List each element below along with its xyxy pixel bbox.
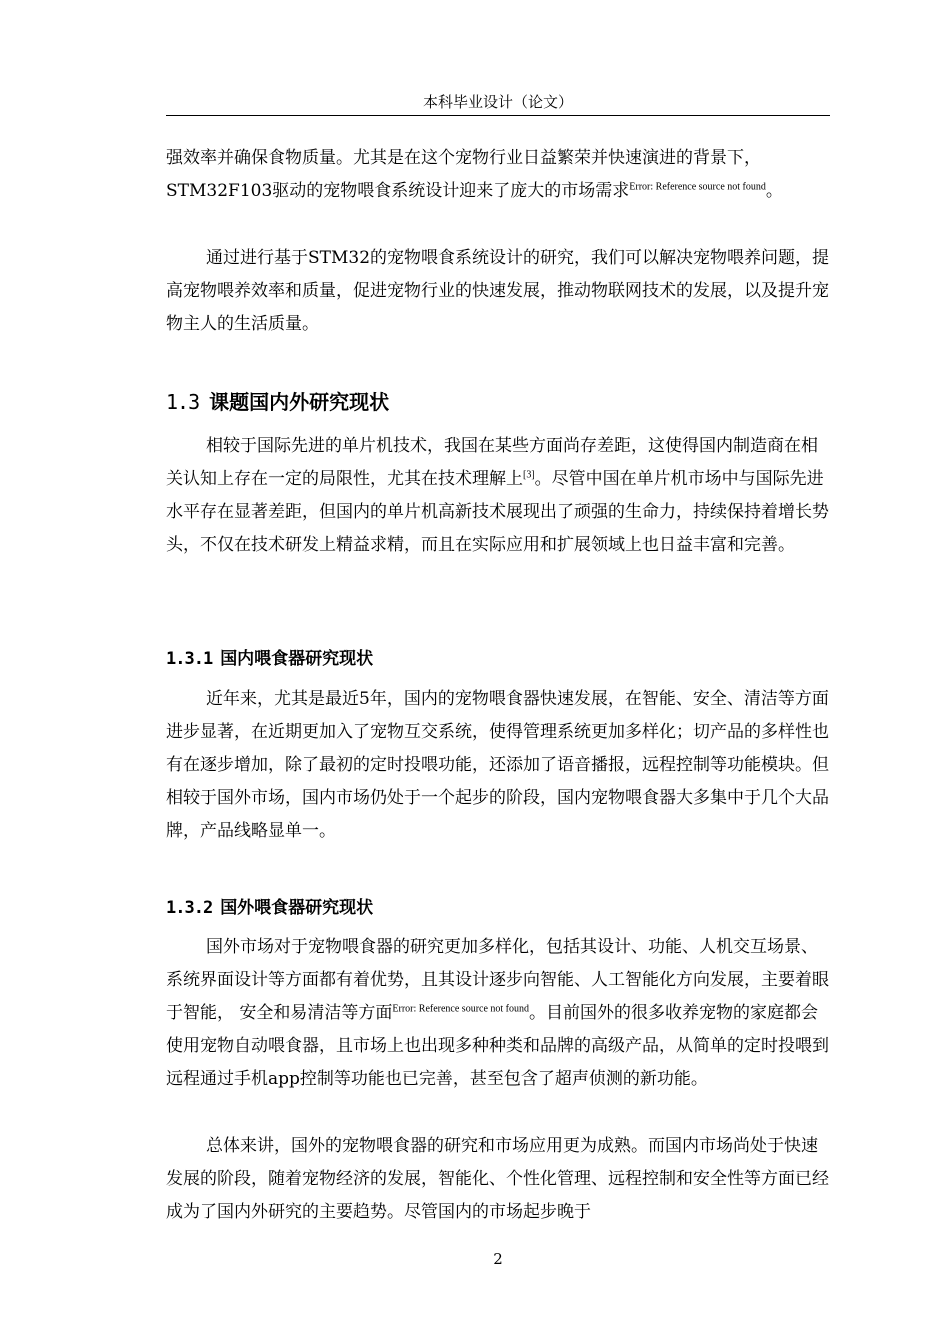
section-1-3-1-heading <box>166 647 373 671</box>
paragraph-5-text-b: 。目前国外的很多收养宠物的家庭都会使用宠物自动喂食器，且市场上也出现多种种类和品牌的高级产品，从简单的定时投喂到远程通过手机app控制等功能也已完善，甚至包含了超声侦测的新功能。 <box>166 1003 829 1089</box>
paragraph-1 <box>166 142 832 208</box>
subsection-title: 国内喂食器研究现状 <box>220 649 374 669</box>
reference-error-2: Error: Reference source not found <box>392 1003 530 1015</box>
citation-3: [3] <box>523 469 535 481</box>
paragraph-6: 总体来讲，国外的宠物喂食器的研究和市场应用更为成熟。而国内市场尚处于快速发展的阶段，随着宠物经济的发展，智能化、个性化管理、远程控制和安全性等方面已经成为了国内外研究的主要趋势。尽管国内的市场起步晚于 <box>166 1136 829 1222</box>
paragraph-1-end: 。 <box>765 181 783 201</box>
paragraph-2: 通过进行基于STM32的宠物喂食系统设计的研究，我们可以解决宠物喂养问题，提高宠物喂养效率和质量，促进宠物行业的快速发展，推动物联网技术的发展，以及提升宠物主人的生活质量。 <box>166 248 830 334</box>
paragraph-3-text-b: 。尽管中国在单片机市场中与国际先进水平存在显著差距，但国内的单片机高新技术展现出了顽强的生命力，持续保持着增长势头，不仅在技术研发上精益求精，而且在实际应用和扩展领域上也日益丰富和完善。 <box>166 469 829 555</box>
page-header: 本科毕业设计（论文） <box>422 93 573 111</box>
reference-error-1: Error: Reference source not found <box>629 181 766 193</box>
header-rule <box>166 115 830 116</box>
page-number: 2 <box>493 1250 503 1268</box>
paragraph-5-text-a: 国外市场对于宠物喂食器的研究更加多样化，包括其设计、功能、人机交互场景、系统界面设计等方面都有着优势，且其设计逐步向智能、人工智能化方向发展，主要着眼于智能， 安全和易清洁等方面 <box>166 937 829 1023</box>
paragraph-3 <box>166 430 832 562</box>
paragraph-3-text-a: 相较于国际先进的单片机技术，我国在某些方面尚存差距，这使得国内制造商在相关认知上存在一定的局限性，尤其在技术理解上 <box>166 436 818 489</box>
section-number: 1.3 <box>166 390 200 414</box>
paragraph-1-text: 强效率并确保食物质量。尤其是在这个宠物行业日益繁荣并快速演进的背景下，STM32F103驱动的宠物喂食系统设计迎来了庞大的市场需求 <box>166 148 761 201</box>
subsection-title: 国外喂食器研究现状 <box>220 898 374 918</box>
section-1-3-heading <box>166 388 389 416</box>
subsection-number: 1.3.2 <box>166 898 213 918</box>
subsection-number: 1.3.1 <box>166 649 213 669</box>
paragraph-4: 近年来，尤其是最近5年，国内的宠物喂食器快速发展，在智能、安全、清洁等方面进步显著，在近期更加入了宠物互交系统，使得管理系统更加多样化；切产品的多样性也有在逐步增加，除了最初的定时投喂功能，还添加了语音播报，远程控制等功能模块。但相较于国外市场，国内市场仍处于一个起步的阶段，国内宠物喂食器大多集中于几个大品牌，产品线略显单一。 <box>166 689 829 841</box>
paragraph-5 <box>166 931 832 1096</box>
section-title: 课题国内外研究现状 <box>209 390 390 414</box>
section-1-3-2-heading <box>166 896 373 920</box>
